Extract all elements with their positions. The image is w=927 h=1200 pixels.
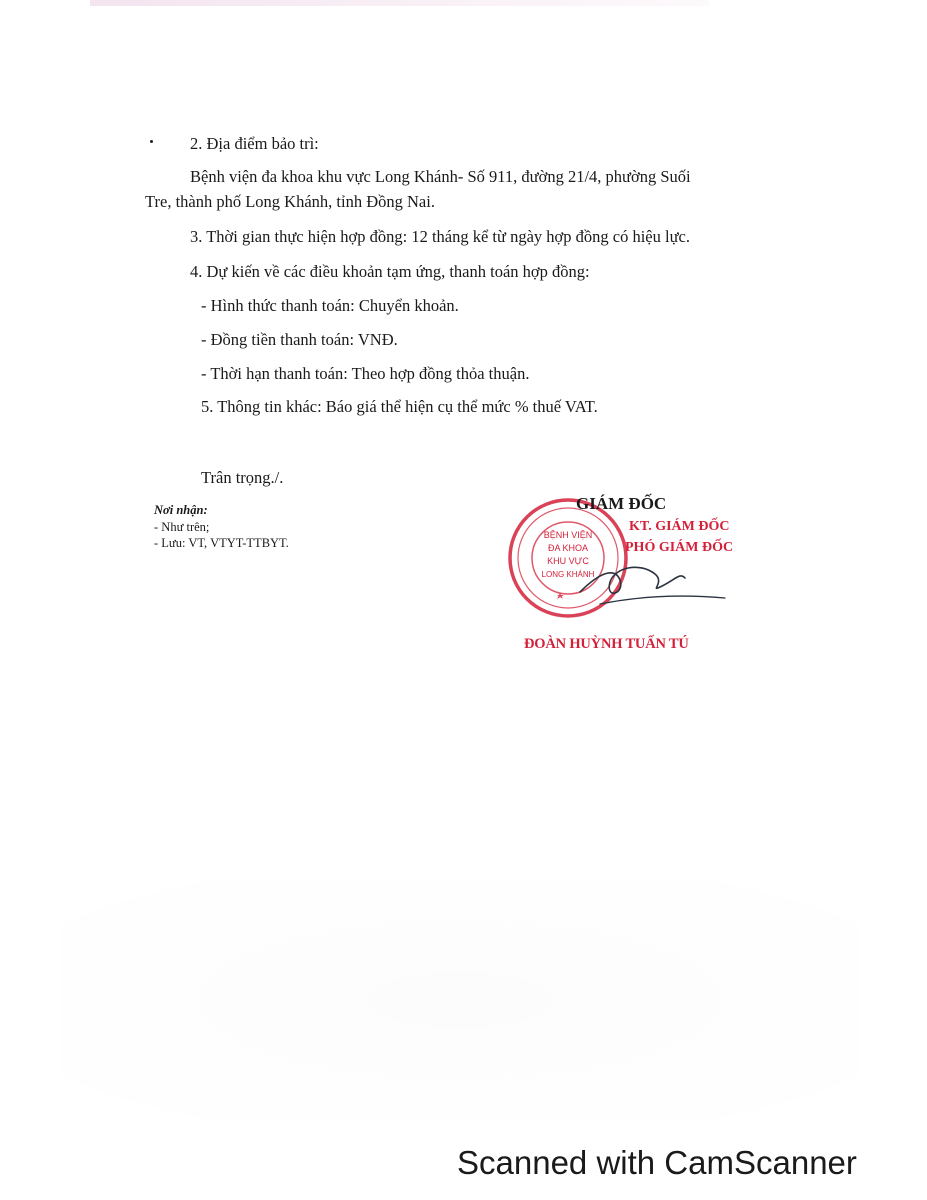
section-4-heading: 4. Dự kiến về các điều khoản tạm ứng, thanh toán hợp đồng: xyxy=(190,262,590,281)
signature-deputy-label: PHÓ GIÁM ĐỐC xyxy=(625,540,734,555)
section-3-duration: 3. Thời gian thực hiện hợp đồng: 12 tháng kể từ ngày hợp đồng có hiệu lực. xyxy=(190,227,690,246)
recipients-title: Nơi nhận: xyxy=(154,503,208,517)
payment-term: - Thời hạn thanh toán: Theo hợp đồng thỏa thuận. xyxy=(201,364,530,383)
section-2-heading: 2. Địa điểm bảo trì: xyxy=(190,134,319,153)
signer-name: ĐOÀN HUỲNH TUẤN TÚ xyxy=(524,636,689,652)
scan-shadow xyxy=(60,880,860,1120)
section-5-other-info: 5. Thông tin khác: Báo giá thể hiện cụ thể mức % thuế VAT. xyxy=(201,397,598,416)
scan-dot xyxy=(150,140,153,143)
handwritten-signature xyxy=(560,552,730,612)
signature-title: GIÁM ĐỐC xyxy=(576,494,667,513)
stamp-line: KHU VỰC xyxy=(547,556,589,566)
stamp-line: BỆNH VIỆN xyxy=(543,530,593,540)
section-2-address-line1: Bệnh viện đa khoa khu vực Long Khánh- Số 911, đường 21/4, phường Suối xyxy=(190,167,691,186)
section-2-address-line2: Tre, thành phố Long Khánh, tỉnh Đồng Nai. xyxy=(145,192,435,211)
closing-regards: Trân trọng./. xyxy=(201,468,284,487)
stamp-line: LONG KHÁNH xyxy=(541,570,595,579)
payment-currency: - Đồng tiền thanh toán: VNĐ. xyxy=(201,330,398,349)
signature-block xyxy=(500,492,760,662)
camscanner-watermark: Scanned with CamScanner xyxy=(457,1144,857,1181)
recipient-item: - Như trên; xyxy=(154,519,210,534)
scan-edge-artifact xyxy=(90,0,710,6)
payment-method: - Hình thức thanh toán: Chuyển khoản. xyxy=(201,296,459,315)
recipients-block xyxy=(154,502,289,552)
signature-kt-label: KT. GIÁM ĐỐC xyxy=(629,519,730,534)
stamp-line: ĐA KHOA xyxy=(547,543,589,553)
recipient-item: - Lưu: VT, VTYT-TTBYT. xyxy=(154,536,289,550)
